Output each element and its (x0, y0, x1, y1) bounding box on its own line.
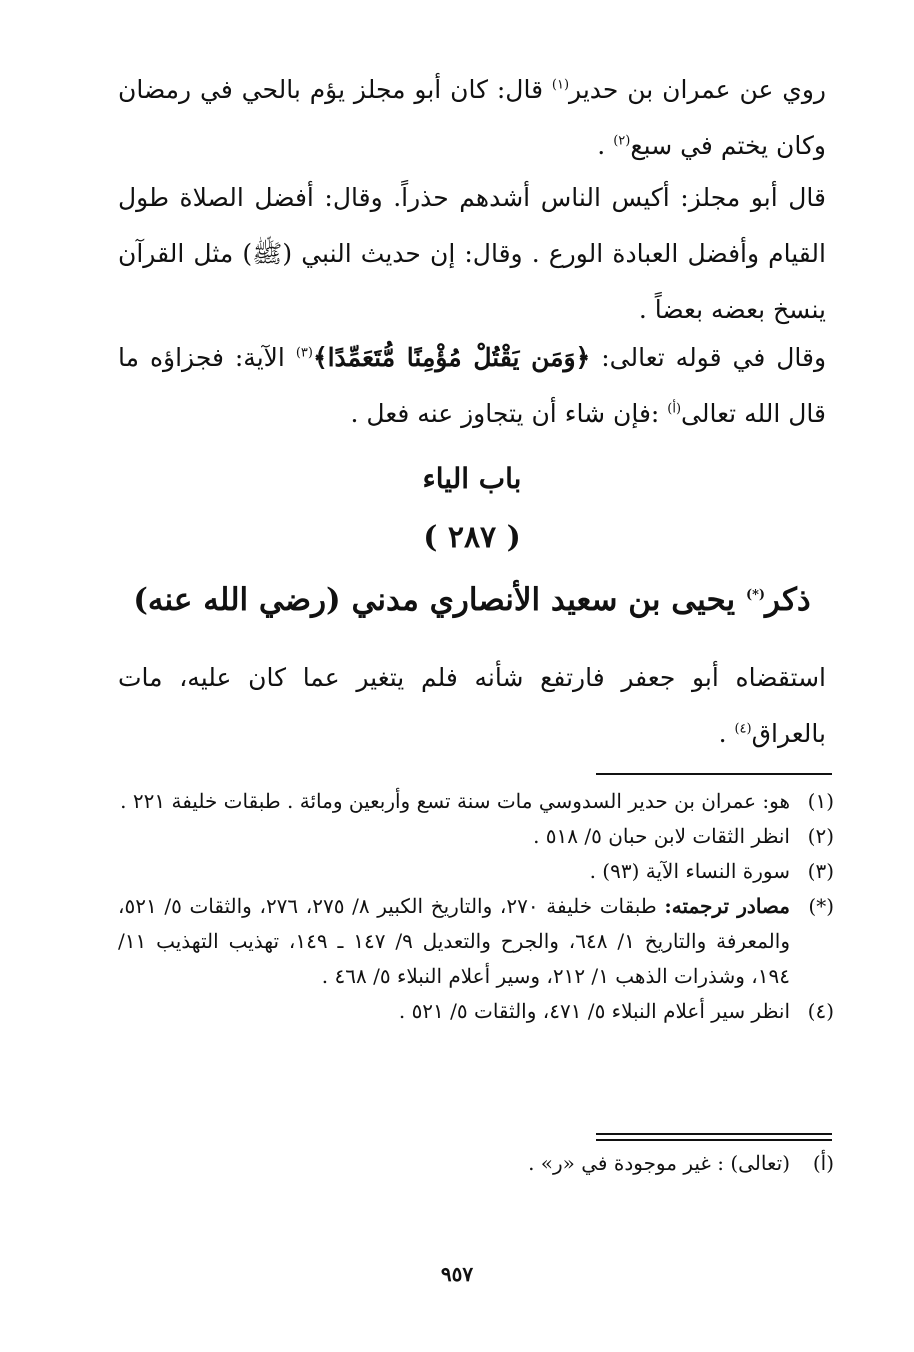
paragraph-4 (118, 650, 826, 762)
footnote-text: انظر سير أعلام النبلاء ٥/ ٤٧١، والثقات ٥/ ٥٢١ . (398, 999, 790, 1023)
footnote-mark: (١) (807, 789, 834, 813)
paragraph-3-text-a: وقال في قوله تعالى: (590, 343, 827, 372)
paragraph-1-text-c: . (597, 131, 614, 160)
paragraph-3-text-c: :فإن شاء أن يتجاوز عنه فعل . (350, 399, 668, 428)
paragraph-1-text-a: روي عن عمران بن حدير (569, 75, 826, 104)
entry-title-text-a: ذكر (765, 582, 811, 618)
footnote-ref-2[interactable]: (٢) (613, 133, 631, 149)
footnote-4 (118, 994, 834, 1029)
entry-title (118, 582, 826, 618)
footnote-3 (118, 854, 834, 889)
footnote-mark: (٣) (807, 859, 834, 883)
footnote-text: سورة النساء الآية (٩٣) . (589, 859, 790, 883)
paragraph-2: قال أبو مجلز: أكيس الناس أشدهم حذراً. وقال: أفضل الصلاة طول القيام وأفضل العبادة الورع . وقال: إن حديث النبي (ﷺ) مثل القرآن ينسخ بعضه بعضاً . (118, 183, 826, 324)
entry-number: ( ٢٨٧ ) (423, 520, 521, 555)
variant-notes-list (118, 1146, 834, 1181)
footnote-ref-star[interactable]: (*) (745, 587, 766, 603)
variant-mark: (أ) (812, 1151, 834, 1175)
variant-text: (تعالى) : غير موجودة في «ر» . (528, 1151, 790, 1175)
footnote-separator (596, 773, 832, 775)
footnote-mark: (٢) (807, 824, 834, 848)
variant-separator-bottom (596, 1139, 832, 1141)
paragraph-1-text-b: قال: كان أبو مجلز يؤم بالحي في رمضان وكان يختم في سبع (118, 75, 826, 160)
variant-separator-top (596, 1133, 832, 1135)
footnote-star (118, 889, 834, 994)
quran-verse: ﴿وَمَن يَقْتُلْ مُؤْمِنًا مُّتَعَمِّدًا﴾ (312, 343, 591, 372)
footnote-mark: (٤) (807, 999, 834, 1023)
footnote-1 (118, 784, 834, 819)
paragraph-4-text-b: . (718, 719, 735, 748)
page-number: ٩٥٧ (440, 1262, 474, 1286)
footnote-body: طبقات خليفة ٢٧٠، والتاريخ الكبير ٨/ ٢٧٥، ٢٧٦، والثقات ٥/ ٥٢١، والمعرفة والتاريخ ١/ ٦٤٨، والجرح والتعديل ٩/ ١٤٧ ـ ١٤٩، تهذيب التهذيب ١١/ ١٩٤، وشذرات الذهب ١/ ٢١٢، وسير أعلام النبلاء ٥/ ٤٦٨ . (118, 894, 790, 988)
variant-ref-a[interactable]: (أ) (667, 401, 682, 417)
chapter-title: باب الياء (422, 462, 522, 495)
footnote-text: هو: عمران بن حدير السدوسي مات سنة تسع وأربعين ومائة . طبقات خليفة ٢٢١ . (120, 789, 790, 813)
footnote-text (118, 889, 790, 994)
footnote-ref-4[interactable]: (٤) (734, 721, 752, 737)
footnote-ref-1[interactable]: (١) (551, 77, 570, 93)
paragraph-1 (118, 62, 826, 174)
paragraph-3 (118, 330, 826, 442)
footnote-mark: (*) (808, 894, 834, 918)
footnote-text: انظر الثقات لابن حبان ٥/ ٥١٨ . (533, 824, 790, 848)
footnotes-list (118, 784, 834, 1029)
variant-note-a (118, 1146, 834, 1181)
footnote-2 (118, 819, 834, 854)
paragraph-3-text-b: الآية: فجزاؤه ما قال الله تعالى (118, 343, 826, 428)
footnote-ref-3[interactable]: (٣) (295, 345, 313, 361)
paragraph-4-text-a: استقضاه أبو جعفر فارتفع شأنه فلم يتغير عما كان عليه، مات بالعراق (118, 663, 826, 748)
footnote-heading: مصادر ترجمته: (664, 894, 790, 918)
entry-title-text-b: يحيى بن سعيد الأنصاري مدني (رضي الله عنه) (133, 582, 746, 618)
